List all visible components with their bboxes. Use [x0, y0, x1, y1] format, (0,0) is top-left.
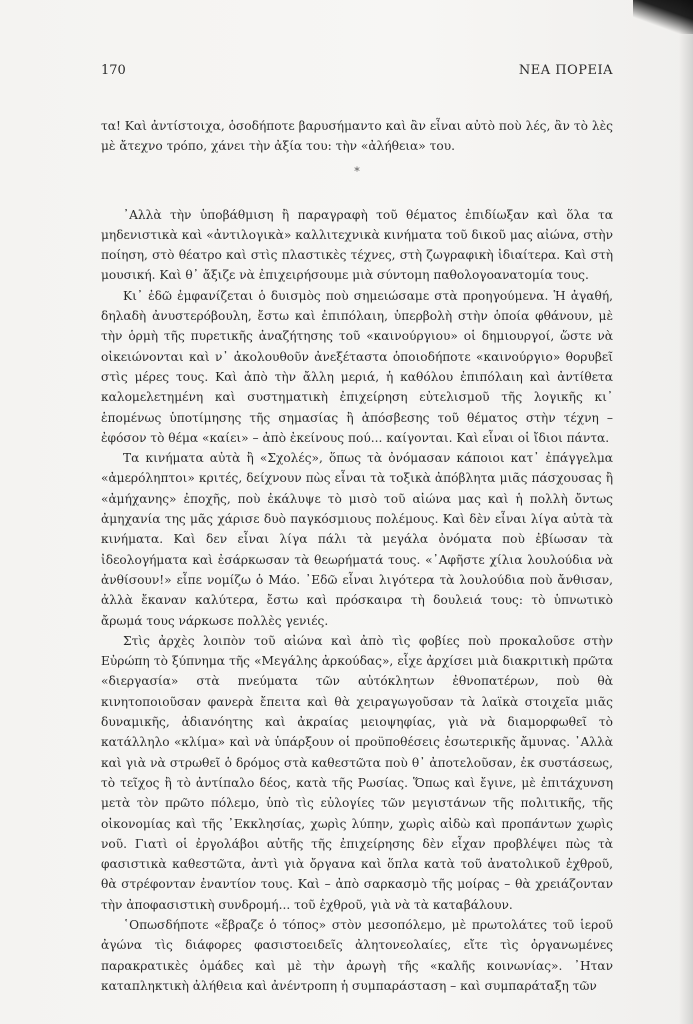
paragraph: Κι᾿ ἐδῶ ἐμφανίζεται ὁ δυισμὸς ποὺ σημειώσαμε στὰ προηγούμενα. Ἡ ἀγαθή, δηλαδὴ ἀνυστερόβουλη, ἔστω καὶ ἐπιπόλαιη, ὑπερβολὴ στὴν ὁποία φθάνουν, μὲ τὴν ὁρμὴ τῆς πυρετικῆς ἀναζήτησης τοῦ «καινούργιου» οἱ δημιουργοί, ὥστε νὰ οἰκειώνονται καὶ ν᾿ ἀκολουθοῦν ἀνεξέταστα ὁποιοδήποτε «καινούργιο» θορυβεῖ στὶς μέρες τους. Καὶ ἀπὸ τὴν ἄλλη μεριά, ἡ καθόλου ἐπιπόλαιη καὶ ἀντίθετα καλομελετημένη καὶ συστηματικὴ ἐπιχείρηση εὐτελισμοῦ τῆς λογικῆς κι᾿ ἑπομένως ὑποτίμησης τῆς σημασίας ἢ ἀπόσβεσης τοῦ θέματος στὴν τέχνη – ἐφόσον τὸ θέμα «καίει» – ἀπὸ ἐκείνους πού... καίγονται. Καὶ εἶναι οἱ ἴδιοι πάντα.	[101, 288, 613, 445]
page-edge-shadow	[679, 0, 693, 1024]
section-separator: *	[354, 164, 360, 178]
page-body	[101, 116, 613, 996]
paragraph: Τα κινήματα αὐτὰ ἢ «Σχολές», ὅπως τὰ ὀνόμασαν κάποιοι κατ᾿ ἐπάγγελμα «ἀμερόληπτοι» κριτές, δείχνουν πὼς εἶναι τὰ τοξικὰ ἀπόβλητα μιᾶς πάσχουσας ἢ «ἀμήχανης» ἐποχῆς, ποὺ ἐκάλυψε τὸ μισὸ τοῦ αἰώνα μας καὶ ἡ πολλὴ ὄντως ἀμηχανία της μᾶς χάρισε δυὸ παγκόσμιους πολέμους. Καὶ δὲν εἶναι λίγα αὐτὰ τὰ κινήματα. Καὶ δεν εἶναι λίγα πάλι τὰ μεγάλα ὀνόματα ποὺ ἐβίωσαν τὰ ἰδεολογήματα καὶ ἐσάρκωσαν τὰ θεωρήματά τους. «᾿Αφῆστε χίλια λουλούδια νὰ ἀνθίσουν!» εἶπε νομίζω ὁ Μάο. ᾿Εδῶ εἶναι λιγότερα τὰ λουλούδια ποὺ ἄνθισαν, ἀλλὰ ἔκαναν καλύτερα, ἔστω καὶ πρόσκαιρα τὴ δουλειά τους: τὸ ὑπνωτικὸ ἄρωμά τους νάρκωσε πολλὲς γενιές.	[101, 451, 613, 628]
running-title: ΝΕΑ ΠΟΡΕΙΑ	[518, 63, 613, 78]
paragraph: Στὶς ἀρχὲς λοιπὸν τοῦ αἰώνα καὶ ἀπὸ τὶς φοβίες ποὺ προκαλοῦσε στὴν Εὐρώπη τὸ ξύπνημα τῆς «Μεγάλης ἀρκούδας», εἶχε ἀρχίσει μιὰ διακριτικὴ πρῶτα «διεργασία» στὰ πνεύματα τῶν αὐτόκλητων ἐθνοπατέρων, ποὺ θὰ κινητοποιοῦσαν φανερὰ ἔπειτα καὶ θὰ χειραγωγοῦσαν τὰ λαϊκὰ στοιχεῖα μιᾶς δυναμικῆς, ἀδιανόητης καὶ ἀκραίας μειοψηφίας, γιὰ νὰ διαμορφωθεῖ τὸ κατάλληλο «κλίμα» καὶ νὰ ὑπάρξουν οἱ προϋποθέσεις ἐσωτερικῆς ἄμυνας. ᾿Αλλὰ καὶ γιὰ νὰ στρωθεῖ ὁ δρόμος στὰ καθεστῶτα ποὺ θ᾿ ἀποτελοῦσαν, ἐκ συστάσεως, τὸ τεῖχος ἢ τὸ ἀντίπαλο δέος, κατὰ τῆς Ρωσίας. Ὅπως καὶ ἔγινε, μὲ ἐπιτάχυνση μετὰ τὸν πρῶτο πόλεμο, ὑπὸ τὶς εὐλογίες τῶν μεγιστάνων τῆς πολιτικῆς, τῆς οἰκονομίας καὶ τῆς ᾿Εκκλησίας, χωρὶς λύπην, χωρὶς αἰδὼ καὶ προπάντων χωρὶς νοῦ. Γιατὶ οἱ ἐργολάβοι αὐτῆς τῆς ἐπιχείρησης δὲν εἶχαν προβλέψει πὼς τὰ φασιστικὰ καθεστῶτα, ἀντὶ γιὰ ὄργανα καὶ ὅπλα κατὰ τοῦ ἀνατολικοῦ ἐχθροῦ, θὰ στρέφονταν ἐναντίον τους. Καὶ – ἀπὸ σαρκασμὸ τῆς μοίρας – θὰ χρειάζονταν τὴν ἀποφασιστικὴ συνδρομή... τοῦ ἐχθροῦ, γιὰ νὰ τὰ καταβάλουν.	[101, 633, 613, 912]
page-number: 170	[101, 63, 126, 78]
page-header	[101, 63, 613, 79]
paragraph-continuation: τα! Καὶ ἀντίστοιχα, ὁσοδήποτε βαρυσήμαντο καὶ ἂν εἶναι αὐτὸ ποὺ λές, ἂν τὸ λὲς μὲ ἄτεχνο τρόπο, χάνει τὴν ἀξία του: τὴν «ἀλήθεια» του.	[101, 119, 613, 154]
paragraph: ῾Οπωσδήποτε «ἔβραζε ὁ τόπος» στὸν μεσοπόλεμο, μὲ πρωτολάτες τοῦ ἱεροῦ ἀγώνα τὶς διάφορες φασιστοειδεῖς ἀλητονεολαίες, εἴτε τὶς ὀργανωμένες παρακρατικὲς ὁμάδες καὶ μὲ τὴν ἀρωγὴ τῆς «καλῆς κοινωνίας». ᾿Ηταν καταπληκτικὴ ἀλήθεια καὶ ἀνέντροπη ἡ συμπαράσταση – καὶ συμπαράταξη τῶν	[101, 917, 613, 993]
paragraph: ᾿Αλλὰ τὴν ὑποβάθμιση ἢ παραγραφὴ τοῦ θέματος ἐπιδίωξαν καὶ ὅλα τα μηδενιστικὰ καὶ «ἀντιλογικὰ» καλλιτεχνικὰ κινήματα τοῦ δικοῦ μας αἰώνα, στὴν ποίηση, στὸ θέατρο καὶ στὶς πλαστικὲς τέχνες, στὴ ζωγραφικὴ ἰδιαίτερα. Καὶ στὴ μουσική. Καὶ θ᾿ ἄξιζε νὰ ἐπιχειρήσουμε μιὰ σύντομη παθολογοανατομία τους.	[101, 207, 613, 283]
